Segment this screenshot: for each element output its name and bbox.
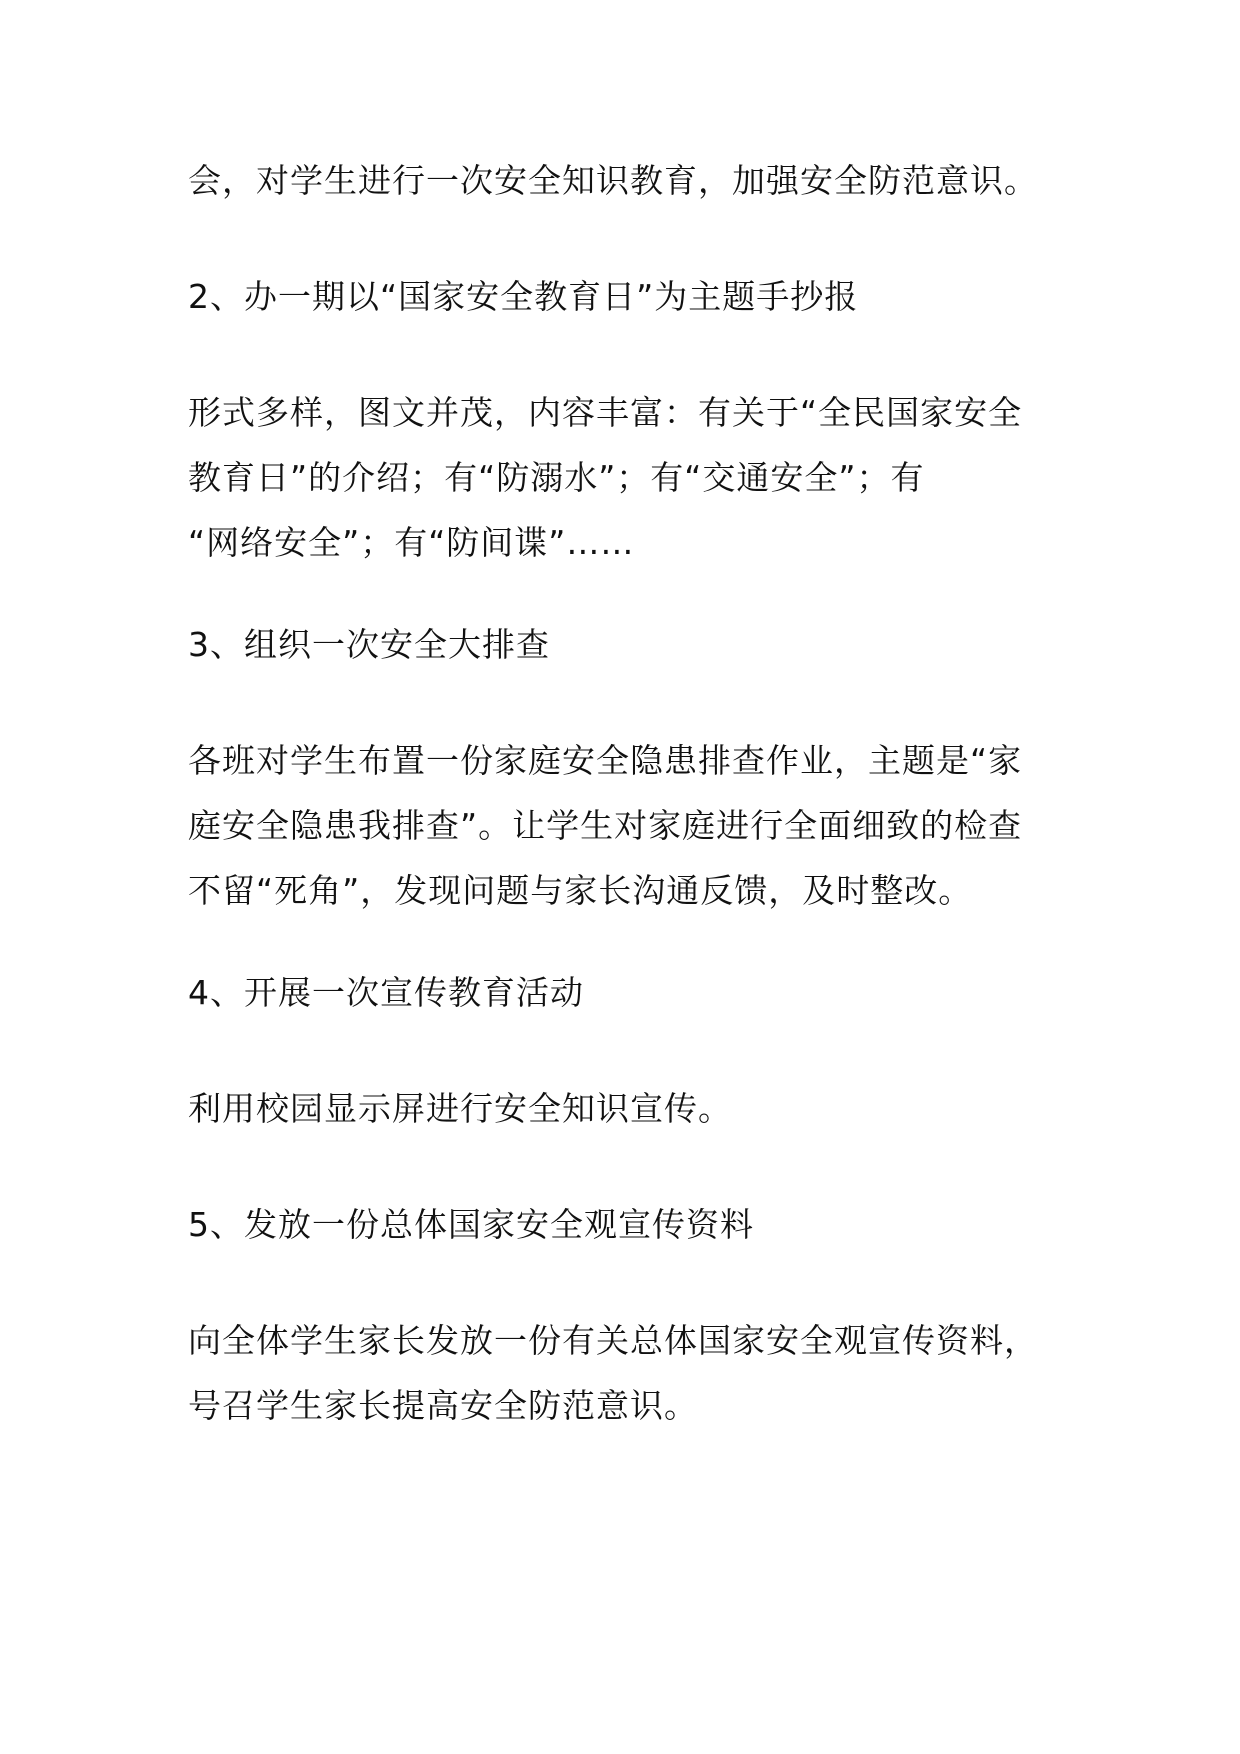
text-line: 号召学生家长提高安全防范意识。: [188, 1386, 698, 1425]
text-line: 各班对学生布置一份家庭安全隐患排查作业，主题是“家: [188, 741, 1023, 780]
paragraph-handwritten-newspaper: [188, 380, 1068, 575]
text-line: 4、开展一次宣传教育活动: [188, 973, 584, 1012]
paragraph-campus-screen: [188, 1076, 1068, 1141]
text-line: “网络安全”；有“防间谍”……: [188, 523, 635, 562]
text-line: 教育日”的介绍；有“防溺水”；有“交通安全”；有: [188, 458, 925, 497]
text-line: 向全体学生家长发放一份有关总体国家安全观宣传资料，: [188, 1321, 1038, 1360]
text-line: 庭安全隐患我排查”。让学生对家庭进行全面细致的检查: [188, 806, 1023, 845]
heading-item-4: [188, 960, 1068, 1025]
heading-item-3: [188, 612, 1068, 677]
text-line: 利用校园显示屏进行安全知识宣传。: [188, 1089, 732, 1128]
paragraph-safety-inspection: [188, 728, 1068, 923]
text-line: 3、组织一次安全大排查: [188, 625, 550, 664]
text-line: 形式多样，图文并茂，内容丰富：有关于“全民国家安全: [188, 393, 1023, 432]
paragraph-parent-materials: [188, 1308, 1068, 1438]
text-line: 不留“死角”，发现问题与家长沟通反馈，及时整改。: [188, 871, 973, 910]
paragraph-safety-education-end: [188, 148, 1068, 213]
text-line: 5、发放一份总体国家安全观宣传资料: [188, 1205, 754, 1244]
heading-item-2: [188, 264, 1068, 329]
text-line: 会，对学生进行一次安全知识教育，加强安全防范意识。: [188, 161, 1038, 200]
heading-item-5: [188, 1192, 1068, 1257]
text-line: 2、办一期以“国家安全教育日”为主题手抄报: [188, 277, 859, 316]
